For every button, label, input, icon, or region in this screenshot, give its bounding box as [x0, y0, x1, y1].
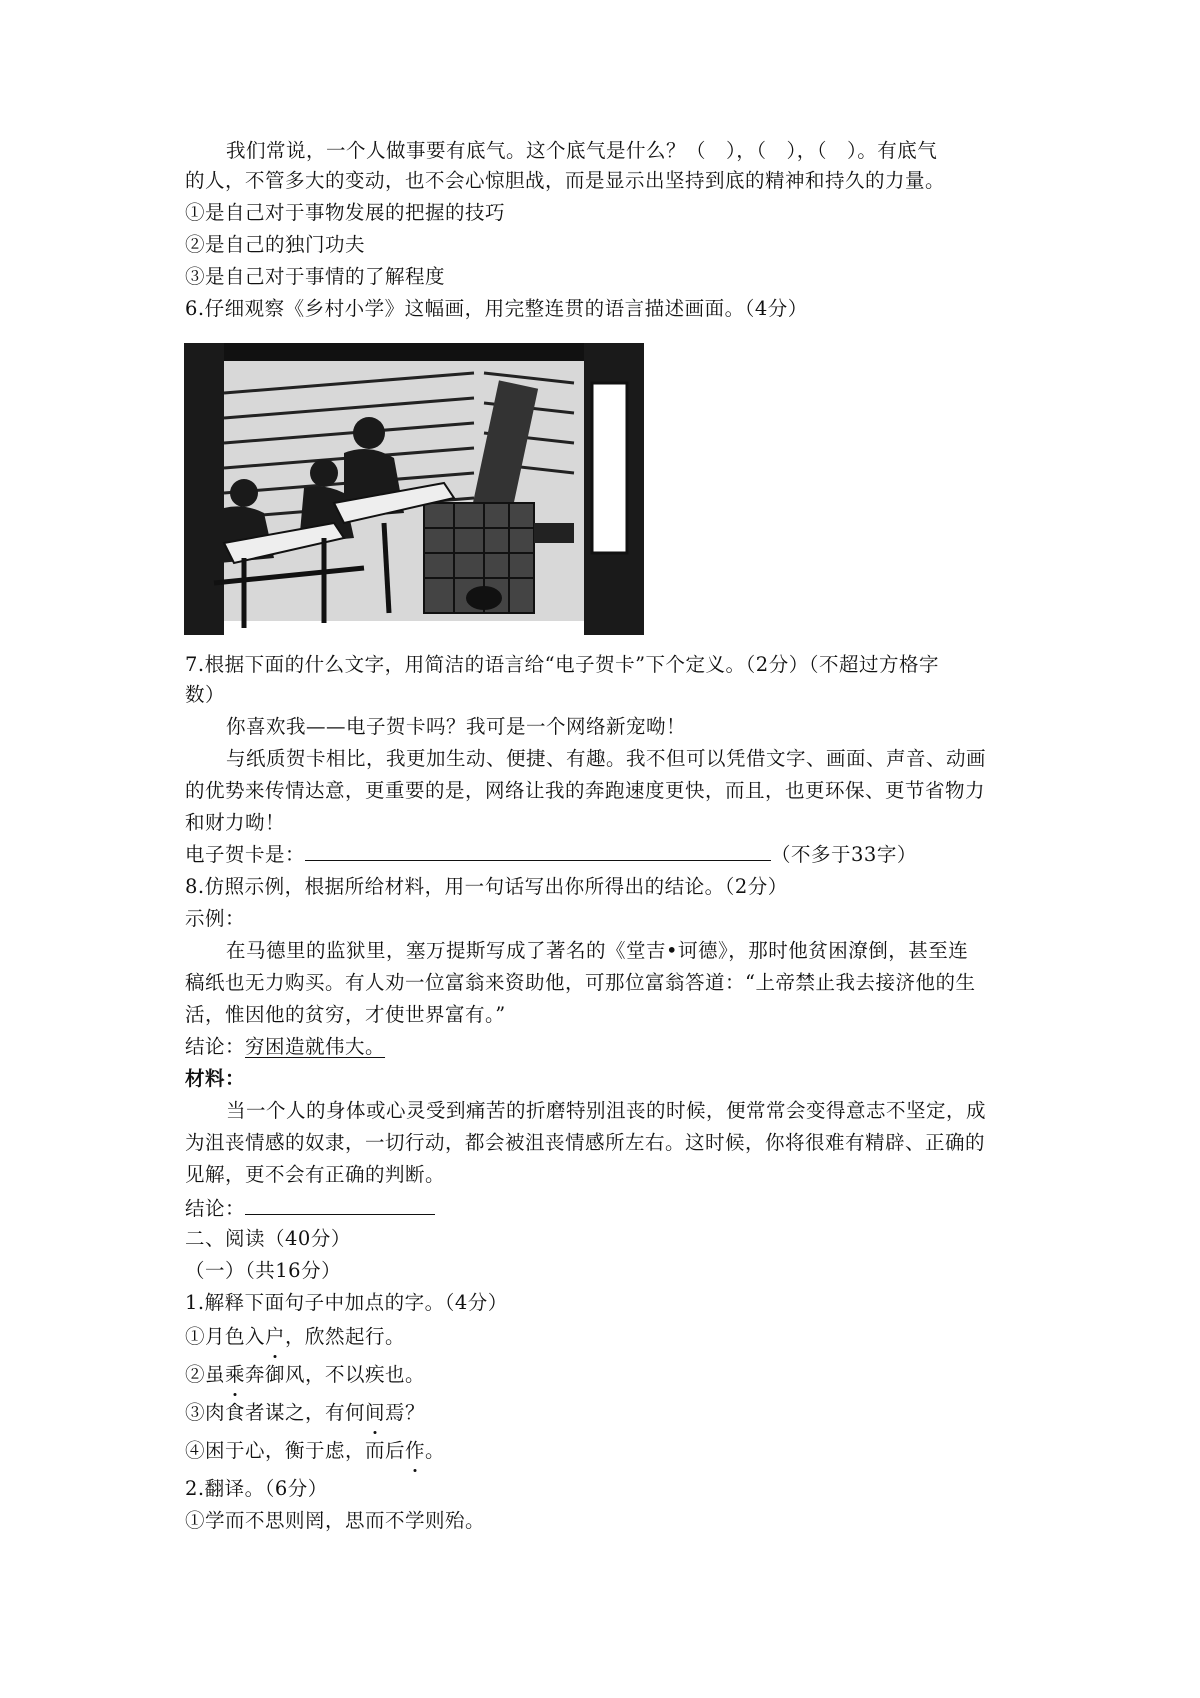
- question-7-line1: 7.根据下面的什么文字，用简洁的语言给“电子贺卡”下个定义。（2分）（不超过方格字: [185, 653, 939, 676]
- ecard-answer-label: 电子贺卡是：: [185, 843, 306, 866]
- ecard-para2-line2: 的优势来传情达意，更重要的是，网络让我的奔跑速度更快，而且，也更环保、更节省物力: [185, 779, 986, 802]
- reading-question-1: 1.解释下面句子中加点的字。（4分）: [185, 1291, 508, 1314]
- option-2: ②是自己的独门功夫: [185, 233, 366, 256]
- sentence-4: ④困于心，衡于虑，而后作。: [185, 1436, 445, 1466]
- sentence-3: ③肉食者谋之，有何间焉？: [185, 1398, 425, 1428]
- section-reading-title: 二、阅读（40分）: [185, 1227, 351, 1250]
- question-7-line2: 数）: [185, 683, 226, 706]
- conclusion-label: 结论：: [185, 1197, 246, 1220]
- dotted-char: 间: [365, 1398, 385, 1428]
- material-label: 材料：: [185, 1067, 246, 1090]
- paragraph-intro-line2: 的人，不管多大的变动，也不会心惊胆战，而是显示出坚持到底的精神和持久的力量。: [185, 169, 946, 192]
- material-line2: 为沮丧情感的奴隶，一切行动，都会被沮丧情感所左右。这时候，你将很难有精辟、正确的: [185, 1131, 986, 1154]
- ecard-para2-line3: 和财力呦！: [185, 811, 286, 834]
- paragraph-intro-line1: 我们常说，一个人做事要有底气。这个底气是什么？（ ），（ ），（ ）。有底气: [226, 139, 938, 162]
- example-line1: 在马德里的监狱里，塞万提斯写成了著名的《堂吉•诃德》，那时他贫困潦倒，甚至连: [226, 939, 969, 962]
- reading-question-2: 2.翻译。（6分）: [185, 1477, 328, 1500]
- material-line3: 见解，更不会有正确的判断。: [185, 1163, 446, 1186]
- conclusion-answer-blank[interactable]: [245, 1194, 435, 1215]
- dotted-char: 乘: [225, 1360, 245, 1390]
- option-3: ③是自己对于事情的了解程度: [185, 265, 446, 288]
- conclusion-label: 结论：: [185, 1035, 246, 1058]
- material-conclusion-row: [185, 1194, 435, 1224]
- ecard-para2-line1: 与纸质贺卡相比，我更加生动、便捷、有趣。我不但可以凭借文字、画面、声音、动画: [226, 747, 987, 770]
- option-1: ①是自己对于事物发展的把握的技巧: [185, 201, 506, 224]
- example-line2: 稿纸也无力购买。有人劝一位富翁来资助他，可那位富翁答道：“上帝禁止我去接济他的生: [185, 971, 976, 994]
- example-line3: 活，惟因他的贫穷，才使世界富有。”: [185, 1003, 506, 1026]
- example-conclusion-row: [185, 1032, 385, 1062]
- sentence-1: ①月色入户，欣然起行。: [185, 1322, 405, 1352]
- question-8: 8.仿照示例，根据所给材料，用一句话写出你所得出的结论。（2分）: [185, 875, 788, 898]
- example-label: 示例：: [185, 907, 246, 930]
- question-6: 6.仔细观察《乡村小学》这幅画，用完整连贯的语言描述画面。（4分）: [185, 297, 808, 320]
- ecard-answer-blank[interactable]: [305, 840, 771, 861]
- dotted-char: 作: [405, 1436, 425, 1466]
- dotted-char: 户: [265, 1322, 285, 1352]
- material-line1: 当一个人的身体或心灵受到痛苦的折磨特别沮丧的时候，便常常会变得意志不坚定，成: [226, 1099, 987, 1122]
- example-conclusion: 穷困造就伟大。: [245, 1035, 386, 1058]
- ecard-length-limit: （不多于33字）: [771, 843, 917, 866]
- village-school-illustration: [184, 343, 644, 635]
- sentence-2: ②虽乘奔御风，不以疾也。: [185, 1360, 425, 1390]
- subsection-one: （一）（共16分）: [185, 1259, 342, 1282]
- ecard-para1: 你喜欢我——电子贺卡吗？我可是一个网络新宠呦！: [226, 715, 687, 738]
- ecard-answer-row: [185, 840, 917, 870]
- translation-1: ①学而不思则罔，思而不学则殆。: [185, 1509, 486, 1532]
